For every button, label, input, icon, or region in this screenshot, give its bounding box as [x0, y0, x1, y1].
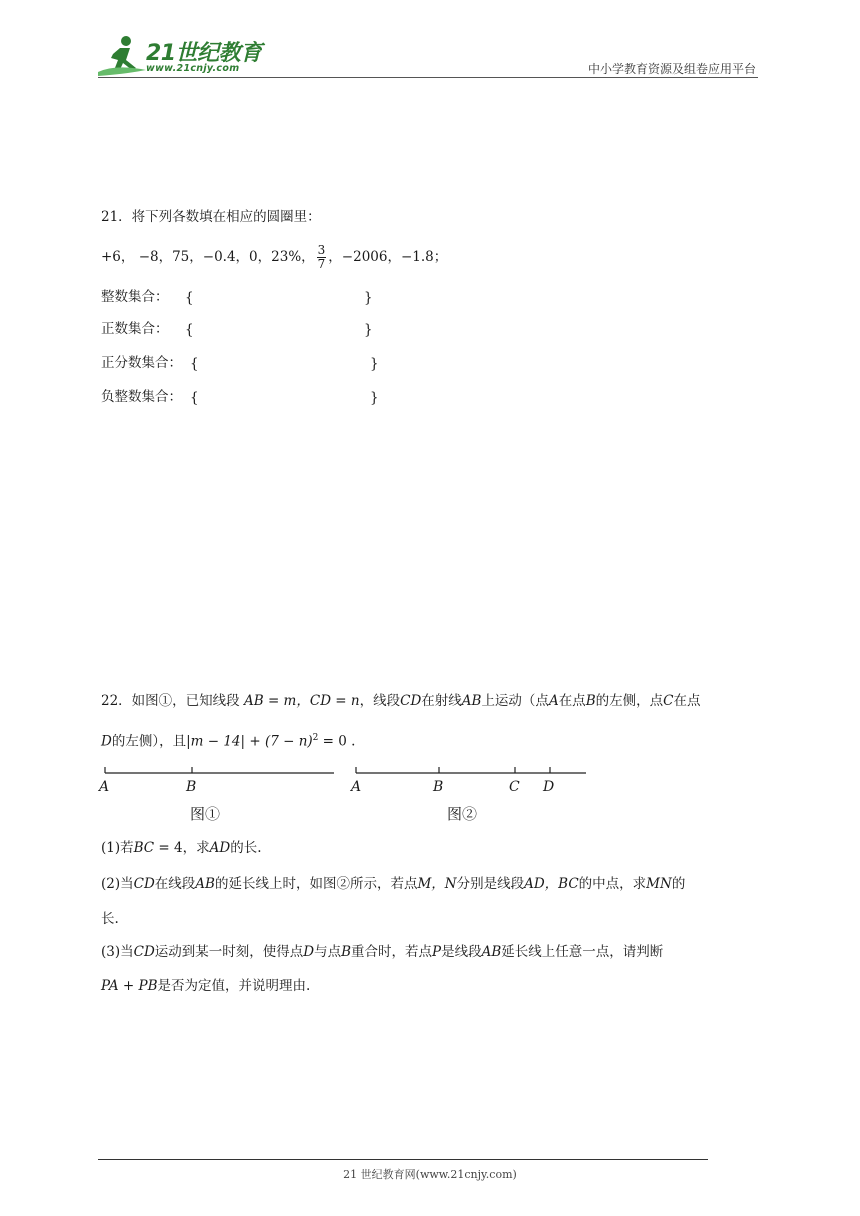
- set-positive-fraction-close: }: [370, 356, 379, 372]
- math-expr: = n: [331, 693, 360, 709]
- math-expr: = m，: [263, 693, 310, 709]
- math-var: CD: [400, 693, 422, 709]
- q22-text: 的左侧），且: [111, 733, 187, 750]
- q22-text: 的延长线上时，如图②所示，若点: [214, 876, 418, 892]
- set-positive-label: 正数集合：: [101, 321, 169, 337]
- math-var: D: [303, 944, 315, 960]
- math-var: AB: [461, 693, 482, 709]
- footer-divider: [98, 1159, 708, 1160]
- q22-text: ，求: [182, 840, 210, 856]
- math-var: CD: [133, 944, 155, 960]
- q22-text: 是线段: [441, 944, 482, 960]
- set-negative-integer-open: {: [190, 390, 199, 406]
- q22-text: 的中点，求: [578, 876, 647, 892]
- fig2-point-a: A: [351, 779, 362, 795]
- q22-part1: [101, 842, 262, 856]
- fig2-point-d: D: [543, 779, 555, 795]
- q21-numbers-after: ，−2006，−1.8；: [328, 249, 448, 265]
- q21-numbers-before: +6， −8，75，−0.4，0，23%，: [101, 249, 315, 265]
- math-var: CD: [133, 876, 155, 892]
- math-var: B: [585, 693, 596, 709]
- fraction-denominator: 7: [317, 257, 326, 271]
- set-positive-open: {: [185, 322, 194, 338]
- logo-text: 21世纪教育: [146, 41, 262, 66]
- set-positive-close: }: [364, 322, 373, 338]
- q22-text: 与点: [314, 944, 342, 960]
- math-var: AB: [481, 944, 502, 960]
- q21-prompt: 21．将下列各数填在相应的圆圈里：: [101, 209, 321, 225]
- set-integer-open: {: [185, 290, 194, 306]
- q22-text: (3)当: [101, 944, 134, 960]
- q22-text: 是否为定值，并说明理由.: [157, 978, 311, 994]
- q22-part3-cont: [101, 980, 310, 994]
- math-var: AB: [243, 693, 264, 709]
- math-var: C: [663, 693, 674, 709]
- q22-part2-cont: 长.: [101, 911, 119, 927]
- set-integer-label: 整数集合：: [101, 289, 169, 305]
- figure-1-segment: [105, 767, 334, 773]
- logo-url: www.21cnjy.com: [146, 63, 240, 74]
- math-var: BC: [133, 840, 155, 856]
- set-positive-fraction-open: {: [190, 356, 199, 372]
- math-expr: |m − 14| + (7 − n): [186, 733, 313, 750]
- q22-text: 的左侧，点: [595, 693, 664, 709]
- header-right-text: 中小学教育资源及组卷应用平台: [587, 62, 756, 76]
- q22-text: 在线段: [154, 876, 196, 892]
- math-var: D: [101, 733, 112, 750]
- q22-part3: [101, 946, 663, 960]
- q22-text: (1)若: [101, 840, 134, 856]
- math-expr: PA + PB: [101, 978, 158, 994]
- q22-text: 的: [671, 876, 686, 892]
- math-var: CD: [309, 693, 332, 709]
- fig1-point-a: A: [99, 779, 110, 795]
- math-var: MN: [646, 876, 672, 892]
- fig1-point-b: B: [186, 779, 197, 795]
- math-var: AB: [195, 876, 215, 892]
- set-negative-integer-close: }: [370, 390, 379, 406]
- q22-text: 分别是线段: [456, 876, 525, 892]
- q22-text: 运动到某一时刻，使得点: [154, 944, 304, 960]
- set-negative-integer-label: 负整数集合：: [101, 389, 182, 405]
- q22-text: = 0 .: [318, 733, 356, 750]
- fig1-caption: 图①: [190, 805, 221, 823]
- q22-text: 的长.: [230, 840, 262, 856]
- math-var: P: [432, 944, 442, 960]
- math-var: B: [341, 944, 352, 960]
- set-positive-fraction-label: 正分数集合：: [101, 355, 182, 371]
- math-var: AD，BC: [524, 876, 579, 892]
- math-expr: = 4: [154, 840, 183, 856]
- set-integer-close: }: [364, 290, 373, 306]
- q22-text: (2)当: [101, 876, 134, 892]
- q22-text: 上运动（点: [481, 693, 549, 709]
- math-var: A: [548, 693, 559, 709]
- fig2-point-c: C: [509, 779, 520, 795]
- q22-text: 22．如图①，已知线段: [101, 693, 244, 709]
- fig2-caption: 图②: [447, 805, 478, 823]
- q22-text: 延长线上任意一点，请判断: [501, 944, 664, 960]
- fig2-point-b: B: [433, 779, 444, 795]
- q22-text: 在点: [558, 693, 586, 709]
- math-exponent: 2: [312, 733, 319, 743]
- fraction-numerator: 3: [317, 243, 326, 258]
- math-var: M，N: [417, 876, 457, 892]
- q22-text: 重合时，若点: [351, 944, 433, 960]
- q22-text: ，线段: [359, 693, 401, 709]
- footer-text: 21 世纪教育网(www.21cnjy.com): [343, 1168, 517, 1181]
- q22-part2: [101, 878, 685, 892]
- figure-2-segment: [356, 767, 586, 773]
- math-var: AD: [209, 840, 231, 856]
- q22-text: 在点: [673, 693, 701, 709]
- q22-text: 在射线: [421, 693, 462, 709]
